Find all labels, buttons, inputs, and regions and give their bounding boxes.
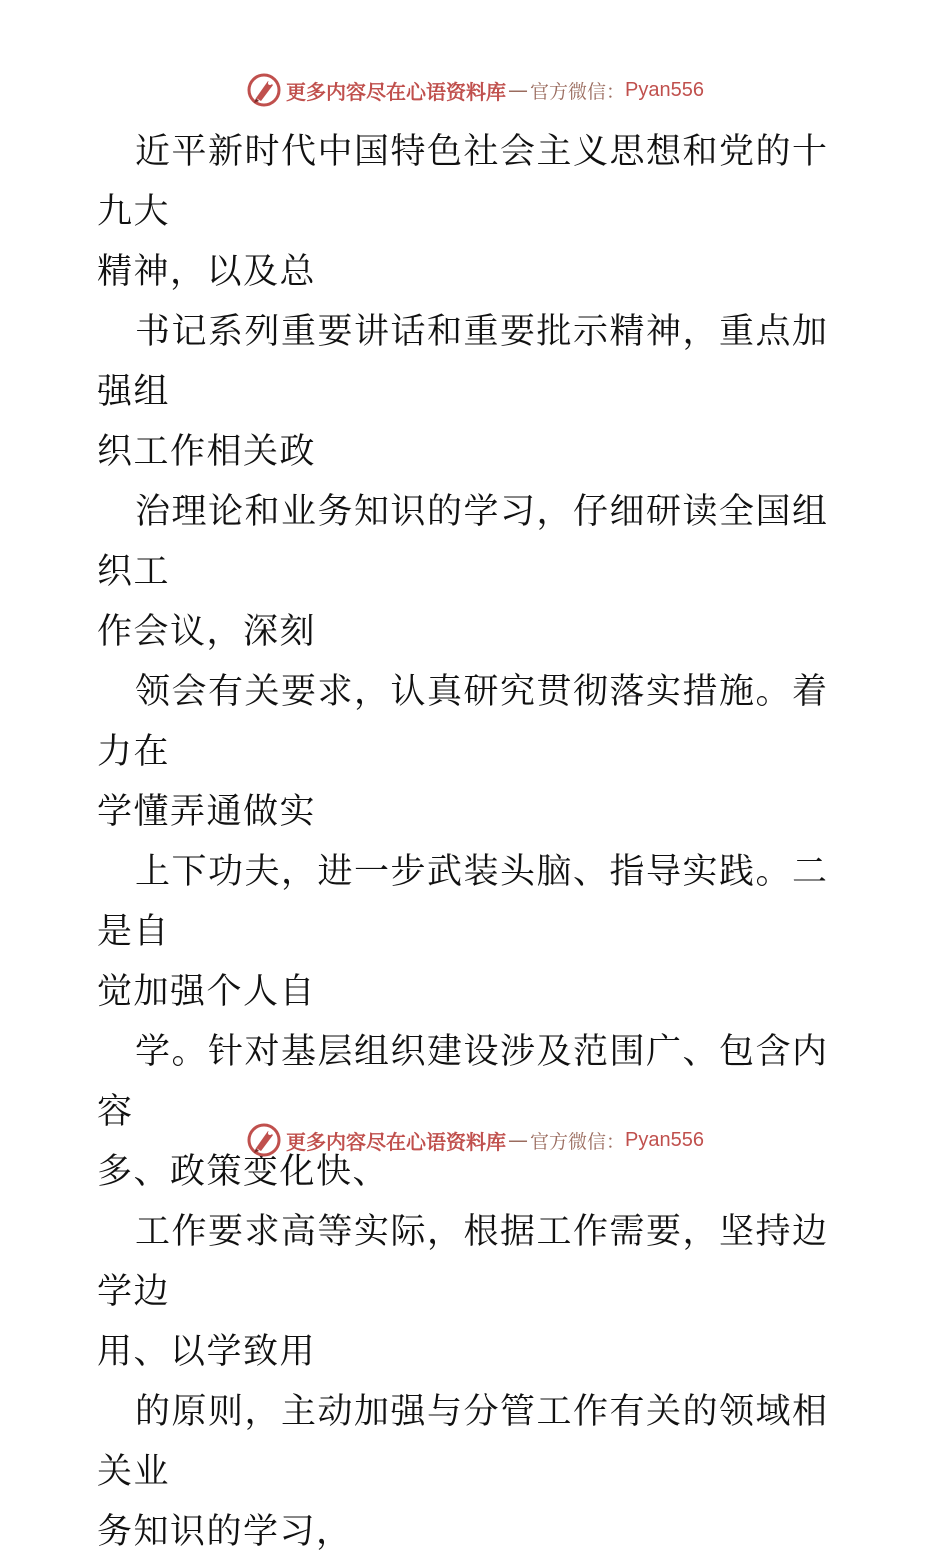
header-banner xyxy=(0,70,950,110)
paragraph-8 xyxy=(97,1382,857,1562)
paragraph-6 xyxy=(97,1022,857,1202)
paragraph-line: 治理论和业务知识的学习，仔细研读全国组织工 xyxy=(97,492,829,592)
paragraph-line: 学懂弄通做实 xyxy=(97,792,317,832)
paragraph-line: 用、以学致用 xyxy=(97,1332,317,1372)
header-wechat-label: 官方微信： xyxy=(530,80,626,103)
paragraph-line: 的原则，主动加强与分管工作有关的领域相关业 xyxy=(97,1392,829,1492)
paragraph-7 xyxy=(97,1202,857,1382)
footer-wechat-id: Pyan556 xyxy=(625,1128,704,1151)
paragraph-line: 作会议，深刻 xyxy=(97,612,317,652)
pen-logo-icon xyxy=(246,72,282,108)
header-site-text: 更多内容尽在心语资料库 xyxy=(286,79,506,104)
paragraph-line: 学。针对基层组织建设涉及范围广、包含内容 xyxy=(97,1032,829,1132)
paragraph-line: 近平新时代中国特色社会主义思想和党的十九大 xyxy=(97,132,829,232)
footer-dash: — xyxy=(508,1128,528,1152)
footer-site-text: 更多内容尽在心语资料库 xyxy=(286,1129,506,1154)
paragraph-5 xyxy=(97,842,857,1022)
paragraph-1 xyxy=(97,122,857,302)
paragraph-line: 多、政策变化快、 xyxy=(97,1152,390,1192)
paragraph-line: 织工作相关政 xyxy=(97,432,317,472)
paragraph-2 xyxy=(97,302,857,482)
header-dash: — xyxy=(508,78,528,102)
paragraph-3 xyxy=(97,482,857,662)
paragraph-line: 精神，以及总 xyxy=(97,252,317,292)
paragraph-line: 书记系列重要讲话和重要批示精神，重点加强组 xyxy=(97,312,829,412)
document-body xyxy=(97,122,857,1562)
footer-wechat-label: 官方微信： xyxy=(530,1130,626,1153)
pen-logo-icon xyxy=(246,1122,282,1158)
paragraph-line: 工作要求高等实际，根据工作需要，坚持边学边 xyxy=(97,1212,829,1312)
header-wechat-id: Pyan556 xyxy=(625,78,704,101)
footer-banner xyxy=(0,1120,950,1160)
paragraph-line: 上下功夫，进一步武装头脑、指导实践。二是自 xyxy=(97,852,829,952)
paragraph-4 xyxy=(97,662,857,842)
paragraph-line: 领会有关要求，认真研究贯彻落实措施。着力在 xyxy=(97,672,829,772)
paragraph-line: 务知识的学习， xyxy=(97,1512,353,1552)
paragraph-line: 觉加强个人自 xyxy=(97,972,317,1012)
